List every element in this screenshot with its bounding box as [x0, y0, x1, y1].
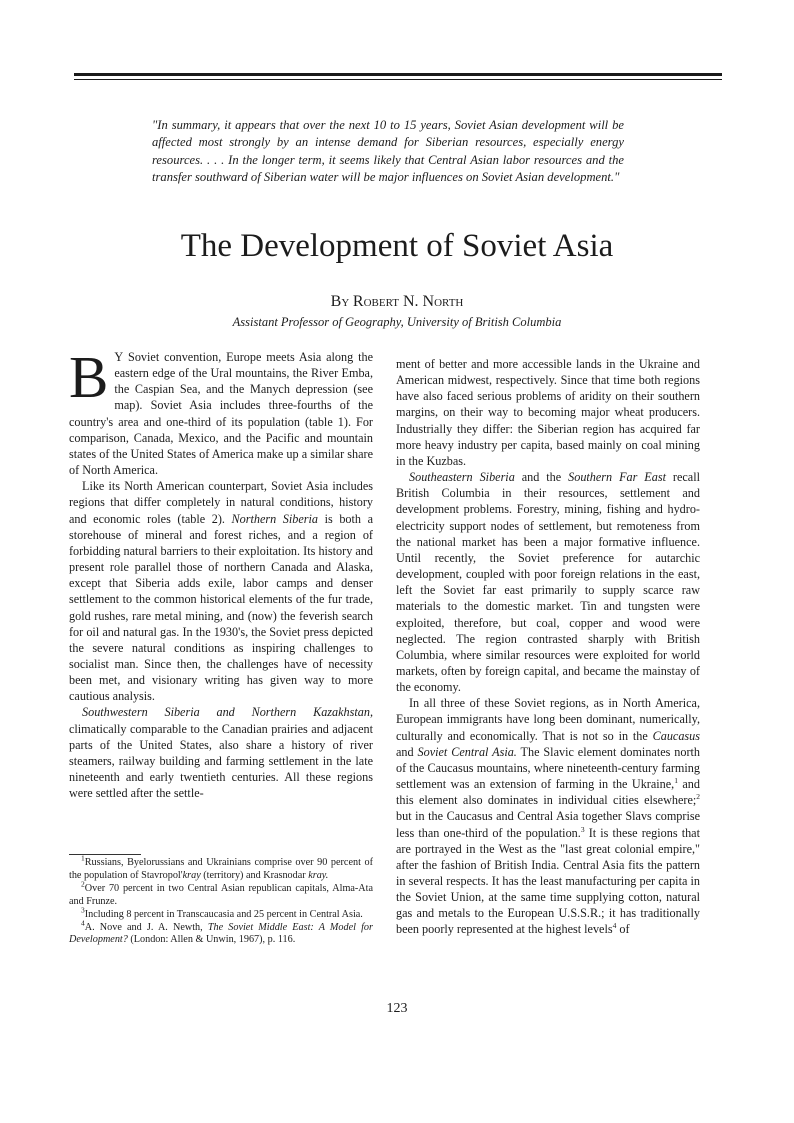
region-emphasis: Southern Far East — [568, 470, 666, 485]
footnote — [69, 853, 373, 883]
paragraph-text: and — [396, 744, 418, 759]
footnote-text: A. Nove and J. A. Newth, — [84, 921, 208, 933]
paragraph — [69, 704, 373, 801]
footnote-number: 4 — [81, 918, 85, 928]
footnote-text: (London: Allen & Unwin, 1967), p. 116. — [127, 934, 296, 946]
byline — [0, 293, 794, 311]
region-emphasis: Southeastern Siberia — [409, 470, 515, 485]
footnote — [69, 905, 373, 922]
footnotes — [69, 853, 373, 947]
footnote-ref: 4 — [612, 921, 617, 931]
paragraph-text: is both a storehouse of mineral and forest riches, and a region of forbidding natural barriers to their exploitation. Its history and present role parallel those of northern Canada and Alaska, except that Siberia adds exile, labor camps and denser settlement to the common historical elements of the fur trade, gold rushes, rare metal mining, and (now) the feverish search for oil and natural gas. In the 1930's, the Soviet press depicted the severe natural conditions as inspiring challenges to socialist man. Since then, the challenges have of necessity been met, and visionary writing has given way to more cautious analysis. — [69, 511, 373, 704]
epigraph-quote: "In summary, it appears that over the next 10 to 15 years, Soviet Asian development will be affected most strongly by an intense demand for Siberian resources, especially energy resources. . . . In the longer term, it seems likely that Central Asian labor resources and the transfer southward of Siberian water will be major influences on Soviet Asian development." — [152, 118, 624, 185]
drop-cap: B — [69, 344, 109, 410]
body-column-right — [396, 356, 700, 938]
article-title: The Development of Soviet Asia — [180, 228, 614, 264]
paragraph-text: but in the Caucasus and Central Asia together Slavs comprise less than one-third of the population. — [396, 809, 700, 840]
footnote-ref: 3 — [580, 824, 585, 834]
paragraph-text: Like its North American counterpart, Soviet Asia includes regions that differ completely in natural conditions, history and economic roles (table 2). — [69, 479, 373, 526]
region-emphasis: Caucasus — [652, 728, 700, 743]
paragraph-text: and this element also dominates in individual cities elsewhere; — [396, 777, 700, 808]
paragraph-text: In all three of these Soviet regions, as in North America, European immigrants have long been dominant, numerically, culturally and economically. That is not so in the — [396, 696, 700, 743]
footnote — [69, 879, 373, 909]
page-number: 123 — [386, 1001, 408, 1016]
author-name: Robert N. North — [352, 293, 464, 310]
header-rule-thin — [74, 79, 722, 80]
footnote-text: Over 70 percent in two Central Asian republican capitals, Alma-Ata and Frunze. — [69, 882, 373, 907]
paragraph-text: recall British Columbia in their resources, settlement and development problems. Forestry, mining, fishing and hydro-electricity support nodes of settlement, but remoteness from the national market has been a major formative influence. Until recently, the Soviet preference for autarchic development, coupled with poor foreign relations in the east, left the Soviet far east primarily to supply scarce raw materials to the domestic market. Tin and tungsten were exploited, therefore, but coal, copper and wood were neglected. The region contrasted sharply with British Columbia, where similar resources were exploited for world markets, often by foreign capital, and became the mainstay of the economy. — [396, 470, 700, 695]
first-word: Y — [114, 350, 124, 364]
footnote-divider — [69, 854, 141, 855]
footnote-number: 3 — [81, 905, 85, 915]
paragraph-text: of — [616, 922, 630, 937]
paragraph-text: It is these regions that are portrayed in the West as the "last great colonial empire," after the fashion of British India. Central Asia fits the pattern in several respects. It has the least manufacturing per capita in the Soviet Union, at the same time supplying cotton, natural gas and metals to the European U.S.S.R.; it has traditionally been poorly represented at the highest levels — [396, 825, 700, 937]
footnote-text: Russians, Byelorussians and Ukrainians comprise over 90 percent of the population of Stavropol' — [69, 857, 373, 881]
footnote-emphasis: kray — [182, 869, 201, 881]
footnote-number: 1 — [81, 853, 85, 863]
region-emphasis: Southwestern Siberia and Northern Kazakhstan, — [82, 705, 373, 720]
footnote-emphasis: The Soviet Middle East: A Model for Development? — [69, 921, 373, 946]
paragraph-text: climatically comparable to the Canadian prairies and adjacent parts of the United States, also share a history of river steamers, railway building and farming settlement in the late nineteenth and early twentieth centuries. All these regions were settled after the settle- — [69, 721, 373, 801]
footnote-ref: 2 — [696, 792, 700, 802]
body-column-left — [69, 344, 373, 801]
region-emphasis: Northern Siberia — [231, 511, 319, 526]
paragraph-text: Soviet convention, Europe meets Asia along the eastern edge of the Ural mountains, the River Emba, the Caspian Sea, and the Manych depression (see map). Soviet Asia includes three-fourths of the country's area and one-third of its population (table 1). For comparison, Canada, Mexico, and the Pacific and mountain states of the United States of America make up a similar share of North America. — [69, 350, 373, 478]
footnote-ref: 1 — [674, 776, 678, 785]
paragraph — [69, 344, 373, 478]
footnote-emphasis: kray. — [308, 869, 329, 881]
footnote-text: Including 8 percent in Transcaucasia and 25 percent in Central Asia. — [84, 908, 363, 920]
footnote-text: (territory) and Krasnodar — [200, 869, 309, 881]
paragraph — [69, 478, 373, 704]
paragraph — [396, 469, 700, 695]
footnote-number: 2 — [81, 879, 85, 889]
paragraph-text: The Slavic element dominates north of the Caucasus mountains, where nineteenth-century farming settlement was an extension of farming in the Ukraine, — [396, 744, 700, 792]
paragraph: ment of better and more accessible lands in the Ukraine and American midwest, respectively. Since that time both regions have also faced serious problems of aridity on their southern margins, on their way to becoming major wheat producers. Industrially they differ: the Siberian region has acquired far more heavy industry per capita, based mainly on coal mining in the Kuzbas. — [396, 357, 700, 468]
paragraph — [396, 695, 700, 937]
author-affiliation: Assistant Professor of Geography, University of British Columbia — [232, 315, 562, 329]
byline-prefix: By — [330, 293, 350, 310]
region-emphasis: Soviet Central Asia. — [417, 744, 517, 759]
paragraph-text: and the — [514, 470, 569, 485]
header-rule-thick — [74, 73, 722, 76]
footnote — [69, 918, 373, 948]
